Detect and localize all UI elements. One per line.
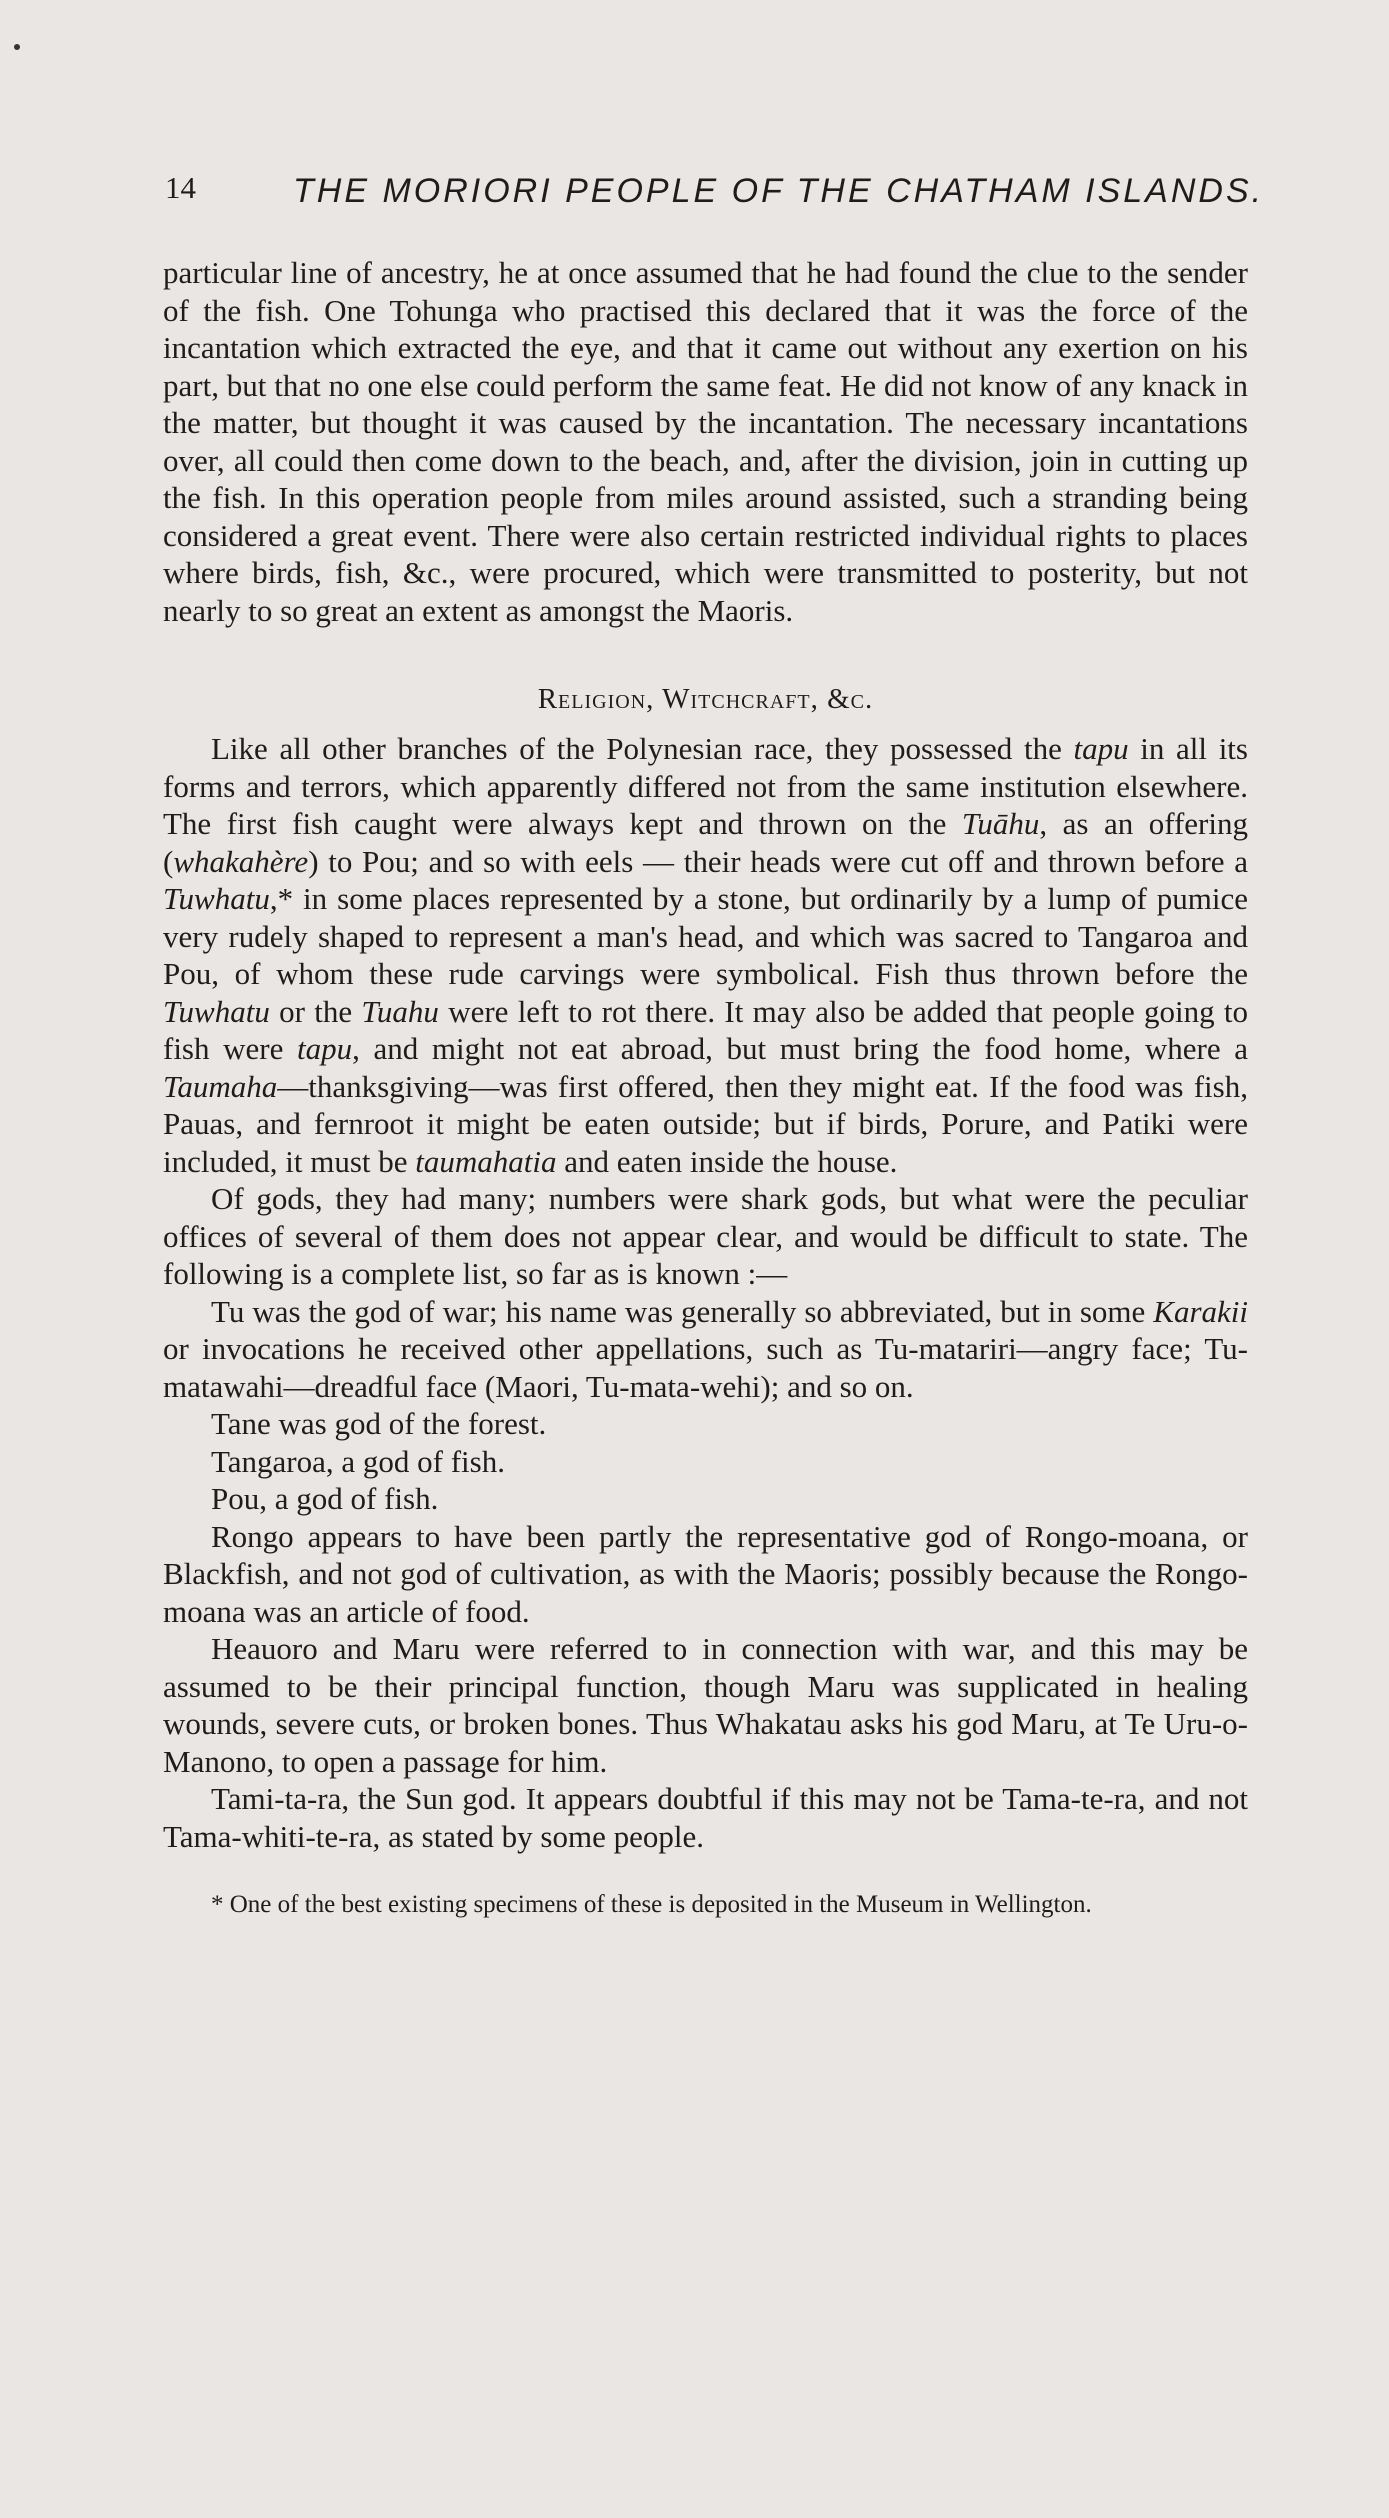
page-header [165, 168, 1265, 218]
paragraph-continued: particular line of ancestry, he at once assumed that he had found the clue to the sender of the fish. One Tohunga who practised this declared that it was the force of the incantation which extracted the eye, and that it came out without any exertion on his part, but that no one else could perform the same feat. He did not know of any knack in the matter, but thought it was caused by the incantation. The necessary incantations over, all could then come down to the beach, and, after the division, join in cutting up the fish. In this operation people from miles around assisted, such a stranding being considered a great event. There were also certain restricted individual rights to places where birds, fish, &c., were procured, which were transmitted to posterity, but not nearly to so great an extent as amongst the Maoris. [163, 255, 1248, 628]
paragraph-gods: Of gods, they had many; numbers were shark gods, but what were the peculiar offices of several of them does not appear clear, and would be difficult to state. The following is a complete list, so far as is known :— [163, 1181, 1248, 1291]
paragraph-religion: Like all other branches of the Polynesian race, they possessed the tapu in all its forms and terrors, which apparently differed not from the same institution elsewhere. The first fish caught were always kept and thrown on the Tuāhu, as an offering (whakahère) to Pou; and so with eels — their heads were cut off and thrown before a Tuwhatu,* in some places represented by a stone, but ordinarily by a lump of pumice very rudely shaped to represent a man's head, and which was sacred to Tangaroa and Pou, of whom these rude carvings were symbolical. Fish thus thrown before the Tuwhatu or the Tuahu were left to rot there. It may also be added that people going to fish were tapu, and might not eat abroad, but must bring the food home, where a Taumaha—thanksgiving—was first offered, then they might eat. If the food was fish, Pauas, and fernroot it might be eaten outside; but if birds, Porure, and Patiki were included, it must be taumahatia and eaten inside the house. [163, 731, 1249, 1179]
page-body [163, 254, 1248, 1920]
running-title: THE MORIORI PEOPLE OF THE CHATHAM ISLANDS. [293, 172, 1265, 210]
paragraph-tu: Tu was the god of war; his name was generally so abbreviated, but in some Karakii or invocations he received other appellations, such as Tu-matariri—angry face; Tu-matawahi—dreadful face (Maori, Tu-mata-wehi); and so on. [163, 1293, 1248, 1404]
line-pou: Pou, a god of fish. [211, 1481, 439, 1516]
line-tangaroa: Tangaroa, a god of fish. [211, 1443, 505, 1479]
paragraph-tami: Tami-ta-ra, the Sun god. It appears doubtful if this may not be Tama-te-ra, and not Tama-whiti-te-ra, as stated by some people. [163, 1781, 1248, 1854]
ink-speck [14, 44, 20, 50]
paragraph-rongo: Rongo appears to have been partly the representative god of Rongo-moana, or Blackfish, and not god of cultivation, as with the Maoris; possibly because the Rongo-moana was an article of food. [163, 1518, 1248, 1629]
footnote: * One of the best existing specimens of these is deposited in the Museum in Wellington. [211, 1891, 1092, 1918]
section-heading: Religion, Witchcraft, &c. [537, 683, 874, 715]
page-number: 14 [165, 170, 196, 205]
line-tane: Tane was god of the forest. [211, 1406, 547, 1441]
paragraph-heauoro: Heauoro and Maru were referred to in connection with war, and this may be assumed to be their principal function, though Maru was supplicated in healing wounds, severe cuts, or broken bones. Thus Whakatau asks his god Maru, at Te Uru-o-Manono, to open a passage for him. [163, 1631, 1248, 1779]
